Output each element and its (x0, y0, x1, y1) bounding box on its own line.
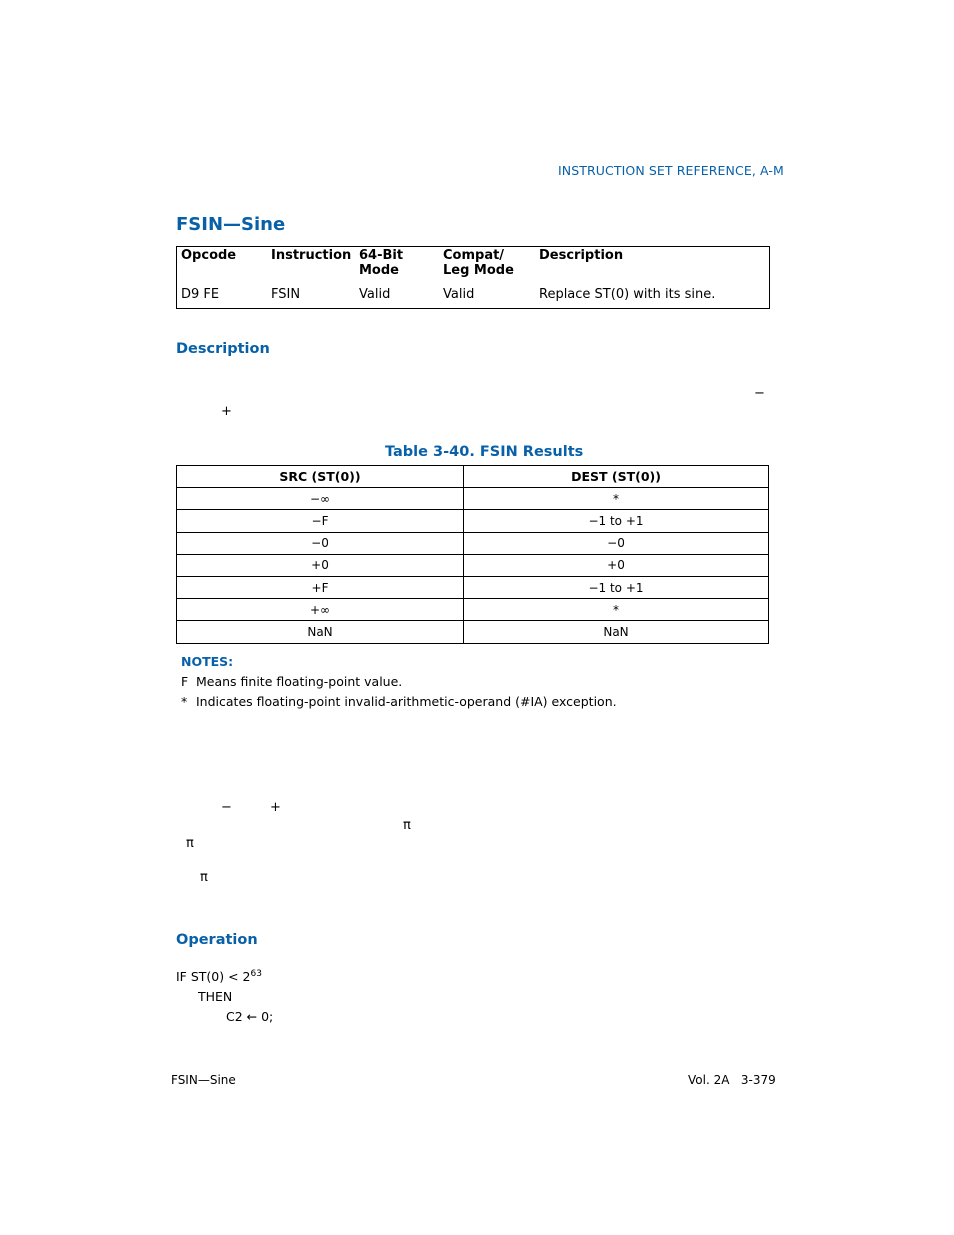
table-row (177, 488, 769, 510)
table-row (177, 554, 769, 576)
dest-cell: −0 (464, 532, 769, 554)
dest-cell: * (464, 488, 769, 510)
mode64-header-line2: Mode (359, 263, 399, 278)
compat-header-line1: Compat/ (443, 248, 505, 263)
code-line: C2 ← 0; (226, 1009, 274, 1024)
compat-header (443, 248, 514, 278)
dest-cell: −1 to +1 (464, 510, 769, 532)
results-table (176, 465, 769, 644)
operation-pseudocode (176, 964, 273, 1027)
note-symbol: F (181, 674, 189, 689)
page-title: FSIN—Sine (176, 214, 286, 235)
opcode-header: Opcode (181, 248, 237, 263)
running-header: INSTRUCTION SET REFERENCE, A-M (558, 163, 784, 178)
stray-minus-symbol: − (221, 800, 232, 815)
note-text: Means finite floating-point value. (196, 674, 403, 689)
table-row (177, 599, 769, 621)
note-symbol: * (181, 694, 188, 709)
src-cell: +F (177, 576, 464, 598)
src-cell: NaN (177, 621, 464, 643)
stray-plus-symbol: + (221, 404, 232, 419)
table-row (177, 510, 769, 532)
dest-cell: NaN (464, 621, 769, 643)
table-caption: Table 3-40. FSIN Results (385, 444, 584, 460)
src-cell: −∞ (177, 488, 464, 510)
instruction-header: Instruction (271, 248, 352, 263)
code-line: THEN (198, 989, 233, 1004)
src-cell: −F (177, 510, 464, 532)
opcode-cell: D9 FE (181, 287, 220, 302)
instruction-cell: FSIN (271, 287, 301, 302)
operation-heading: Operation (176, 932, 258, 948)
mode64-cell: Valid (359, 287, 391, 302)
mode64-header-line1: 64-Bit (359, 248, 404, 263)
results-header-row (177, 466, 769, 488)
description-heading: Description (176, 341, 270, 357)
compat-header-line2: Leg Mode (443, 263, 514, 278)
mode64-header (359, 248, 403, 278)
src-cell: +0 (177, 554, 464, 576)
dest-cell: −1 to +1 (464, 576, 769, 598)
src-cell: −0 (177, 532, 464, 554)
table-row (177, 532, 769, 554)
compat-cell: Valid (443, 287, 475, 302)
opcode-table (176, 246, 770, 309)
stray-pi-symbol: π (186, 836, 194, 851)
stray-pi-symbol: π (403, 818, 411, 833)
table-row (177, 576, 769, 598)
stray-plus-symbol: + (270, 800, 281, 815)
code-line-text: IF ST(0) < 2 (176, 969, 251, 984)
dest-cell: * (464, 599, 769, 621)
src-cell: +∞ (177, 599, 464, 621)
stray-pi-symbol: π (200, 870, 208, 885)
exponent: 63 (250, 969, 262, 979)
notes-label: NOTES: (181, 654, 234, 669)
dest-column-header: DEST (ST(0)) (464, 466, 769, 488)
dest-cell: +0 (464, 554, 769, 576)
src-column-header: SRC (ST(0)) (177, 466, 464, 488)
note-item (181, 694, 617, 709)
footer-right: Vol. 2A 3-379 (688, 1073, 776, 1087)
code-line (176, 964, 273, 987)
description-header: Description (539, 248, 624, 263)
note-text: Indicates floating-point invalid-arithmetic-operand (#IA) exception. (196, 694, 617, 709)
table-row (177, 621, 769, 643)
stray-minus-symbol: − (754, 386, 765, 401)
note-item (181, 674, 402, 689)
footer-left: FSIN—Sine (171, 1073, 236, 1087)
description-cell: Replace ST(0) with its sine. (539, 287, 716, 302)
